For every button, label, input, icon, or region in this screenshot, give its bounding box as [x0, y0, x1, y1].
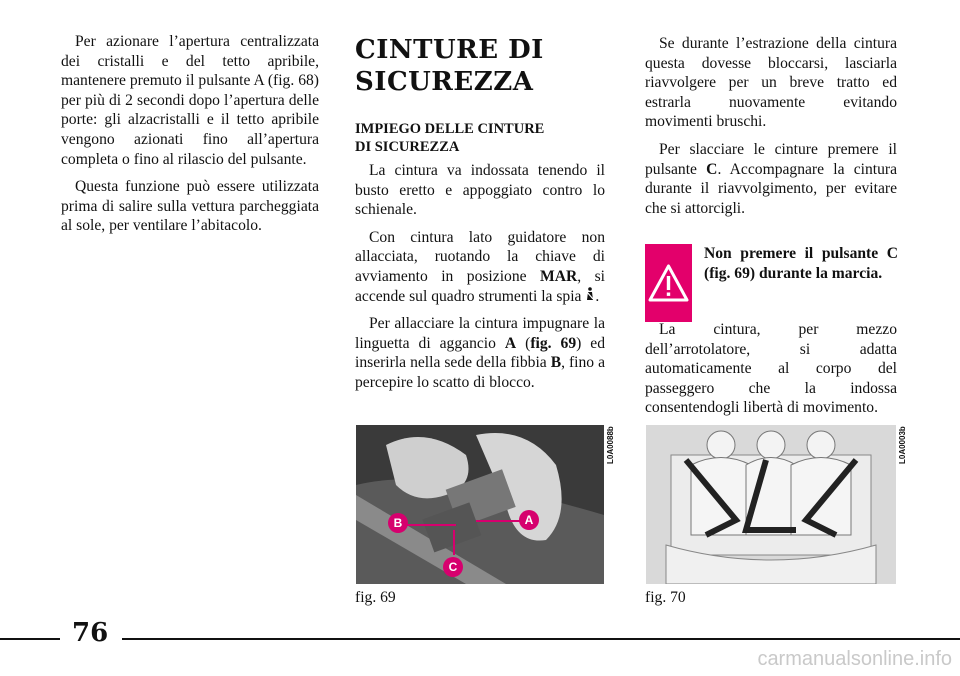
watermark: carmanualsonline.info	[757, 648, 952, 670]
subheading-line: IMPIEGO DELLE CINTURE	[355, 121, 545, 137]
paragraph: Per azionare l’apertura centralizzata dei cristalli e del tetto apribile, mantenere premuto il pulsante A (fig. 68) per più di 2 secondi dopo l’apertura delle porte: gli alzacristalli e il tetto apribile vengono azionati fino all’apertura completa o fino al rilascio del pulsante.	[61, 33, 319, 168]
figure-code: L0A0088b	[606, 426, 615, 464]
figure-code: L0A0003b	[898, 426, 907, 464]
figure-reference: fig. 69	[530, 334, 577, 352]
seatbelt-warning-lamp-icon	[585, 288, 595, 305]
bold-term: B	[550, 354, 562, 372]
text-run: Per allacciare la cintura impugnare la linguetta di aggancio	[355, 315, 605, 352]
section-title: CINTURE DI SICUREZZA	[355, 35, 544, 97]
column-right-top	[645, 34, 897, 226]
warning-box	[645, 244, 898, 322]
column-right-bottom	[645, 320, 897, 426]
footer-rule-left	[0, 638, 60, 640]
paragraph	[355, 228, 605, 306]
paragraph: La cintura, per mezzo dell’arrotolatore, si adatta automaticamente al corpo del passeggero che la indossa consentendogli libertà di movimento.	[645, 321, 897, 417]
paragraph: Questa funzione può essere utilizzata prima di salire sulla vettura parcheggiata al sole, per ventilare l’abitacolo.	[61, 178, 319, 235]
subheading	[355, 120, 544, 156]
footer-rule-right	[122, 638, 960, 640]
paragraph: Se durante l’estrazione della cintura questa dovesse bloccarsi, lasciarla riavvolgere per un breve tratto ed estrarla nuovamente evitando movimenti bruschi.	[645, 35, 897, 131]
text-run: Con cintura lato guidatore non allacciata, ruotando la chiave di avviamento in posizione	[355, 228, 605, 285]
text-run: . Accompagnare la cintura durante il riavvolgimento, per evitare che si attorcigli.	[645, 160, 897, 217]
paragraph: La cintura va indossata tenendo il busto eretto e appoggiato contro lo schienale.	[355, 162, 605, 219]
text-run: , fino a percepire lo scatto di blocco.	[355, 354, 605, 391]
column-left	[61, 32, 319, 244]
figure-caption: fig. 69	[355, 589, 396, 606]
callout-b: B	[388, 513, 408, 533]
figure-caption: fig. 70	[645, 589, 686, 606]
callout-c: C	[443, 557, 463, 577]
text-run: Per slacciare le cinture premere il pulsante	[645, 140, 897, 178]
paragraph	[355, 314, 605, 392]
text-run: ) ed inserirla nella sede della fibbia	[355, 334, 606, 372]
text-run: , si accende sul quadro strumenti la spia	[355, 267, 605, 305]
callout-a: A	[519, 510, 539, 530]
paragraph	[645, 140, 897, 218]
text-run: .	[595, 287, 600, 305]
bold-term: C	[706, 160, 718, 178]
figure-70-image	[646, 425, 896, 584]
bold-term: A	[504, 334, 517, 352]
page-number: 76	[72, 618, 109, 648]
figure-69-image	[356, 425, 604, 584]
warning-triangle-icon	[645, 244, 692, 322]
column-middle	[355, 161, 605, 401]
warning-text: Non premere il pulsante C (fig. 69) durante la marcia.	[704, 245, 898, 282]
bold-term: MAR	[540, 267, 578, 285]
subheading-line: DI SICUREZZA	[355, 139, 460, 155]
text-run: (	[516, 334, 531, 352]
